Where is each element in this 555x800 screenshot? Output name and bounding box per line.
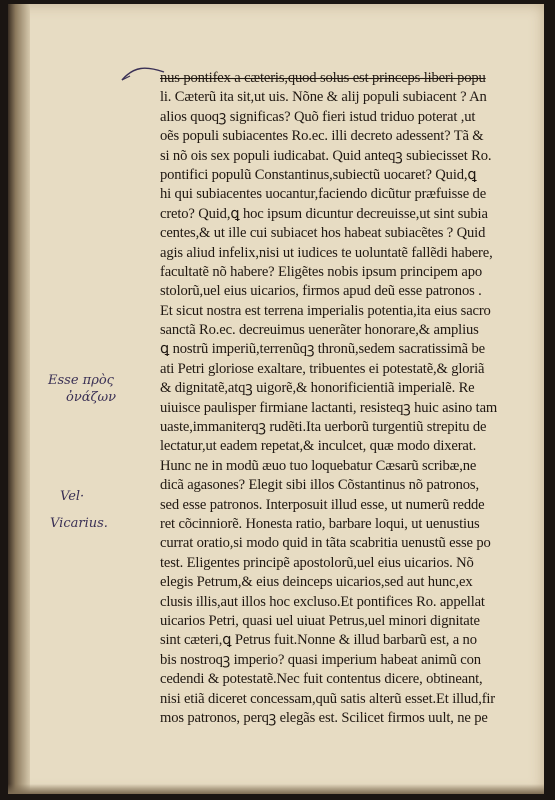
- marginal-note-1: [48, 372, 116, 406]
- text-line: sint cæteri,ꝗ Petrus fuit.Nonne & illud barbarũ est, a no: [160, 632, 477, 649]
- text-line: agis aliud infelix,nisi ut iudices te uoluntatẽ fallẽdi habere,: [160, 244, 493, 261]
- text-line: dicã agasones? Elegit sibi illos Cõstantinus nõ patronos,: [160, 477, 479, 494]
- text-line: bis nostroqꝫ imperio? quasi imperium habeat animũ con: [160, 651, 481, 668]
- text-line: creto? Quid,ꝗ hoc ipsum dicuntur decreuisse,ut sint subia: [160, 205, 488, 222]
- text-line: elegis Petrum,& eius deinceps uicarios,sed aut hunc,ex: [160, 574, 473, 591]
- text-line: cedendi & potestatẽ.Nec fuit contentus dicere, obtineant,: [160, 671, 483, 688]
- text-line: mos patronos, perqꝫ elegãs est. Scilicet firmos uult, ne pe: [160, 709, 488, 726]
- text-line: ꝗ nostrũ imperiũ,terrenũqꝫ thronũ,sedem sacratissimã be: [160, 341, 485, 358]
- marginal-note-2-line2: Vicarius.: [50, 516, 108, 531]
- marginal-note-2: [50, 488, 108, 532]
- text-line: ati Petri gloriose exaltare, tribuentes ei potestatẽ,& gloriã: [160, 360, 485, 377]
- text-line: Hunc ne in modũ æuo tuo loquebatur Cæsarũ scribæ,ne: [160, 457, 477, 474]
- text-line: stolorũ,uel eius uicarios, firmos apud deũ esse patronos .: [160, 283, 482, 300]
- text-line: alios quoqꝫ significas? Quõ fieri istud triduo poterat ,ut: [160, 108, 476, 125]
- text-line: facultatẽ nõ habere? Eligẽtes nobis ipsum principem apo: [160, 263, 483, 280]
- text-line: centes,& ut ille cui subiacet hos habeat subiacẽtes ? Quid: [160, 225, 486, 242]
- text-line: uiuisce paulisper firmiane lactanti, resisteqꝫ huic asino tam: [160, 399, 498, 416]
- text-line: lectatur,ut eadem repetat,& inculcet, quæ modo dixerat.: [160, 438, 477, 455]
- text-line: li. Cæterũ ita sit,ut uis. Nõne & alij populi subiacent ? An: [160, 89, 487, 106]
- text-line: clusis illis,aut illos hoc excluso.Et pontifices Ro. appellat: [160, 593, 485, 610]
- text-line: test. Eligentes principẽ apostolorũ,uel eius uicarios. Nõ: [160, 554, 474, 571]
- text-column: [160, 69, 543, 728]
- text-line: Et sicut nostra est terrena imperialis potentia,ita eius sacro: [160, 302, 491, 319]
- text-line: sed esse patronos. Interposuit illud esse, ut numerũ redde: [160, 496, 485, 513]
- text-line: uicarios Petri, quasi uel uiuat Petrus,uel minori dignitate: [160, 612, 480, 629]
- text-line: sanctã Ro.ec. decreuimus uenerãter honorare,& amplius: [160, 322, 479, 339]
- marginal-note-2-line1: Vel·: [60, 489, 85, 504]
- marginal-note-1-line1: Esse πρὸς: [48, 373, 114, 388]
- text-line: hi qui subiacentes uocantur,faciendo dicũtur præfuisse de: [160, 186, 487, 203]
- book-page: [8, 4, 544, 794]
- text-line: nus pontifex a cæteris,quod solus est princeps liberi popu: [160, 70, 486, 86]
- text-line: si nõ ois sex populi iudicabat. Quid anteqꝫ subiecisset Ro.: [160, 147, 492, 164]
- text-line: nisi etiã diceret concessam,quũ satis alterũ esset.Et illud,fir: [160, 690, 496, 707]
- marginal-note-1-line2: ὀνάζων: [66, 390, 117, 405]
- text-line: currat oratio,si modo quid in tãta scabritia uenustũ esse po: [160, 535, 491, 552]
- page-bottom-edge: [8, 784, 544, 794]
- text-line: uaste,immaniterqꝫ rudẽti.Ita uerborũ turgentiũ strepitu de: [160, 419, 487, 436]
- text-line: oẽs populi subiacentes Ro.ec. illi decreto adessent? Tã &: [160, 128, 484, 145]
- text-line: pontifici populũ Constantinus,subiectũ uocaret? Quid,ꝗ: [160, 166, 477, 183]
- text-line: & dignitatẽ,atqꝫ uigorẽ,& honorificientiã imperialẽ. Re: [160, 380, 475, 397]
- text-line: ret cõcinniorẽ. Honesta ratio, barbare loqui, ut uenustius: [160, 515, 480, 532]
- binding-gutter: [8, 4, 30, 794]
